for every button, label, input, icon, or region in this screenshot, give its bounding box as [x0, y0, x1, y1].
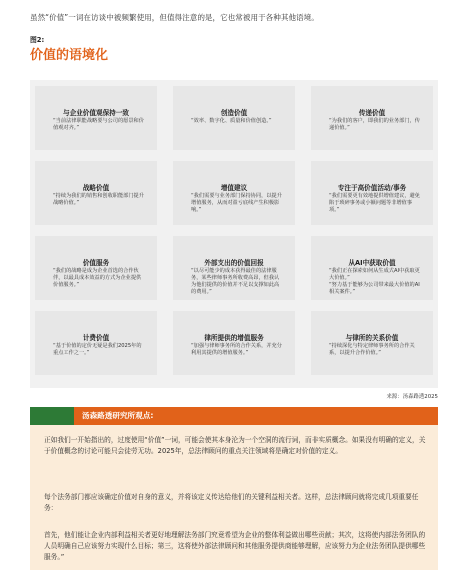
card-title: 专注于高价值活动/事务: [337, 184, 407, 192]
card-title: 外部支出的价值回报: [204, 259, 264, 267]
card-quote: “我们正在探索如何从生成式AI中获取更大价值。” “努力基于能够为公司带来最大价值的AI相关案件。”: [329, 268, 420, 295]
card-quote: “效率、数字化、质量和价值创造。”: [191, 118, 272, 124]
figure-title: 价值的语境化: [30, 48, 109, 63]
insight-box: [30, 425, 438, 570]
card-strategic-value: [35, 161, 157, 225]
insight-title: 汤森路透研究所观点:: [82, 411, 154, 420]
card-quote: “为我们的客户，即我们的业务部门，传递价值。”: [329, 118, 420, 131]
card-quote: “基于价值的定价无疑是我们2025年的重点工作之一。”: [53, 343, 142, 356]
card-title: 计费价值: [82, 334, 110, 342]
card-alignment: [35, 86, 157, 150]
card-high-value-focus: [311, 161, 433, 225]
card-quote: “加强与律师事务所的合作关系，并充分利用其提供的增值服务。”: [191, 343, 282, 356]
insight-accent-block: [30, 407, 74, 425]
card-title: 与律所的关系价值: [345, 334, 399, 342]
source-note: 来源：汤森路透2025: [386, 394, 438, 400]
card-quote: “当前法律职能战略要与公司的愿景和价值观对齐。”: [53, 118, 144, 131]
card-ai-value: [311, 236, 433, 300]
card-quote: “我们需要与业务部门保持协同，以提升增值服务，从而对盈亏底线产生积极影响。”: [191, 193, 282, 213]
value-context-grid: [30, 80, 438, 388]
card-deliver-value: [311, 86, 433, 150]
insight-paragraph: 首先，他们能让企业内部利益相关者更好地理解法务部门究竟希望为企业的整体利益做出哪些贡献；其次，这将使内部法务团队的人员明确自己应该努力实现什么目标；第三，这将使外部法律顾问和其他服务提供商能够理解，应该努力为企业法务团队提供哪些服务。”: [44, 531, 426, 561]
card-quote: “持续深化与特定律师事务所的合作关系，以提升合作价值。”: [329, 343, 415, 356]
card-title: 战略价值: [82, 184, 110, 192]
card-title: 创造价值: [220, 109, 248, 117]
card-title: 价值服务: [82, 259, 110, 267]
insight-header: [30, 407, 438, 425]
card-value-add-advice: [173, 161, 295, 225]
card-value-service: [35, 236, 157, 300]
card-quote: “我们需要更有效地提供增值建议，避免陷于琐碎事务或小额问题等非增值事项。”: [329, 193, 420, 213]
card-title: 增值建议: [220, 184, 248, 192]
card-billing-value: [35, 311, 157, 375]
card-law-firm-value-add: [173, 311, 295, 375]
intro-text: 虽然“价值”一词在访谈中被频繁使用，但值得注意的是，它也常被用于各种其他语境。: [30, 13, 319, 22]
insight-paragraph: 每个法务部门都应该确定价值对自身的意义，并将该定义传达给他们的关键利益相关者。这样，总法律顾问就将完成几项重要任务：: [44, 493, 419, 512]
card-relationship-value: [311, 311, 433, 375]
insight-paragraph: 正如我们一开始指出的，过度使用“价值”一词，可能会使其本身沦为一个空洞的流行词，而非实质概念。如果没有明确的定义，关于价值概念的讨论可能只会徒劳无功。2025年，总法律顾问的重点关注领域将是确定对价值的定义。: [44, 436, 426, 455]
card-title: 与企业价值观保持一致: [63, 109, 129, 117]
card-title: 律所提供的增值服务: [204, 334, 264, 342]
card-title: 从AI中获取价值: [348, 259, 396, 267]
card-title: 传递价值: [358, 109, 386, 117]
figure-label: 图2:: [30, 36, 45, 44]
card-quote: “持续为我们的销售和创收职能部门提升战略价值。”: [53, 193, 144, 206]
card-quote: “以尽可能少的成本获得最佳的法律服务，某些律师事务所收费高昂，但我认为他们提供的价值并不足以支撑如此高的费用。”: [191, 268, 280, 295]
card-external-spend-return: [173, 236, 295, 300]
card-create-value: [173, 86, 295, 150]
card-quote: “我们的战略是成为企业首选的合作伙伴，以最具成本效益的方式为企业提供价值服务。”: [53, 268, 142, 288]
